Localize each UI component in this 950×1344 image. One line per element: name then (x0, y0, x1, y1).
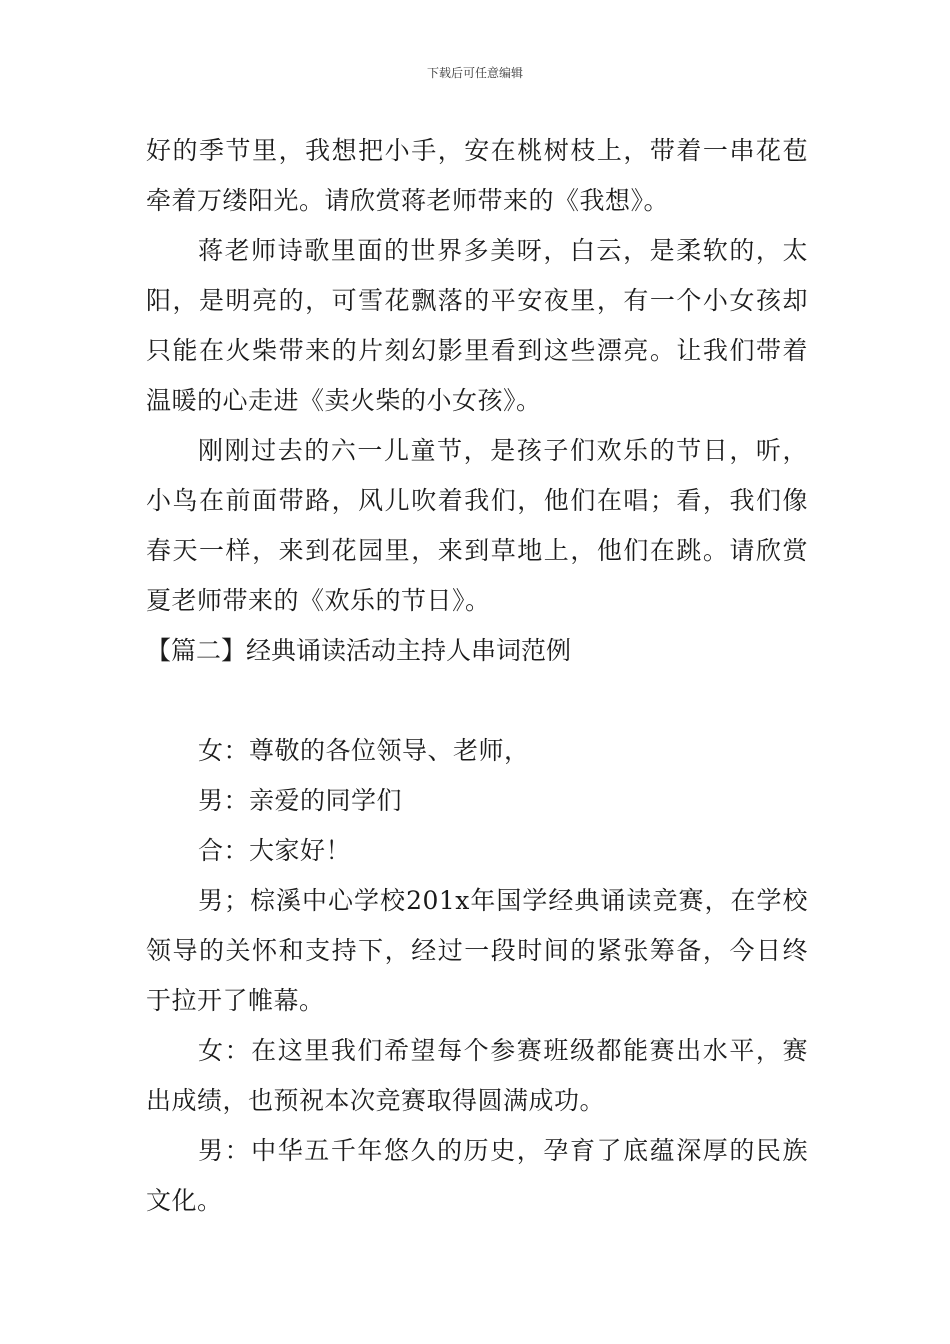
dialog-line: 男；棕溪中心学校201x年国学经典诵读竞赛，在学校领导的关怀和支持下，经过一段时间的紧张筹备，今日终于拉开了帷幕。 (146, 886, 808, 1015)
paragraph: 蒋老师诗歌里面的世界多美呀，白云，是柔软的，太阳，是明亮的，可雪花飘落的平安夜里，有一个小女孩却只能在火柴带来的片刻幻影里看到这些漂亮。让我们带着温暖的心走进《卖火柴的小女孩》。 (146, 236, 808, 415)
document-body (146, 126, 808, 1226)
dialog-line: 男：中华五千年悠久的历史，孕育了底蕴深厚的民族文化。 (146, 1136, 808, 1215)
page-header-note: 下载后可任意编辑 (426, 66, 523, 80)
section-heading: 【篇二】经典诵读活动主持人串词范例 (146, 636, 572, 665)
dialog-line: 女：尊敬的各位领导、老师， (198, 736, 530, 765)
dialog-line: 女：在这里我们希望每个参赛班级都能赛出水平，赛出成绩，也预祝本次竞赛取得圆满成功。 (146, 1036, 808, 1115)
paragraph: 刚刚过去的六一儿童节，是孩子们欢乐的节日，听，小鸟在前面带路，风儿吹着我们，他们在唱；看，我们像春天一样，来到花园里，来到草地上，他们在跳。请欣赏夏老师带来的《欢乐的节日》。 (146, 436, 808, 615)
dialog-line: 男：亲爱的同学们 (198, 786, 403, 815)
paragraph-continuation: 好的季节里，我想把小手，安在桃树枝上，带着一串花苞牵着万缕阳光。请欣赏蒋老师带来的《我想》。 (146, 136, 808, 215)
dialog-line: 合：大家好！ (198, 836, 352, 865)
